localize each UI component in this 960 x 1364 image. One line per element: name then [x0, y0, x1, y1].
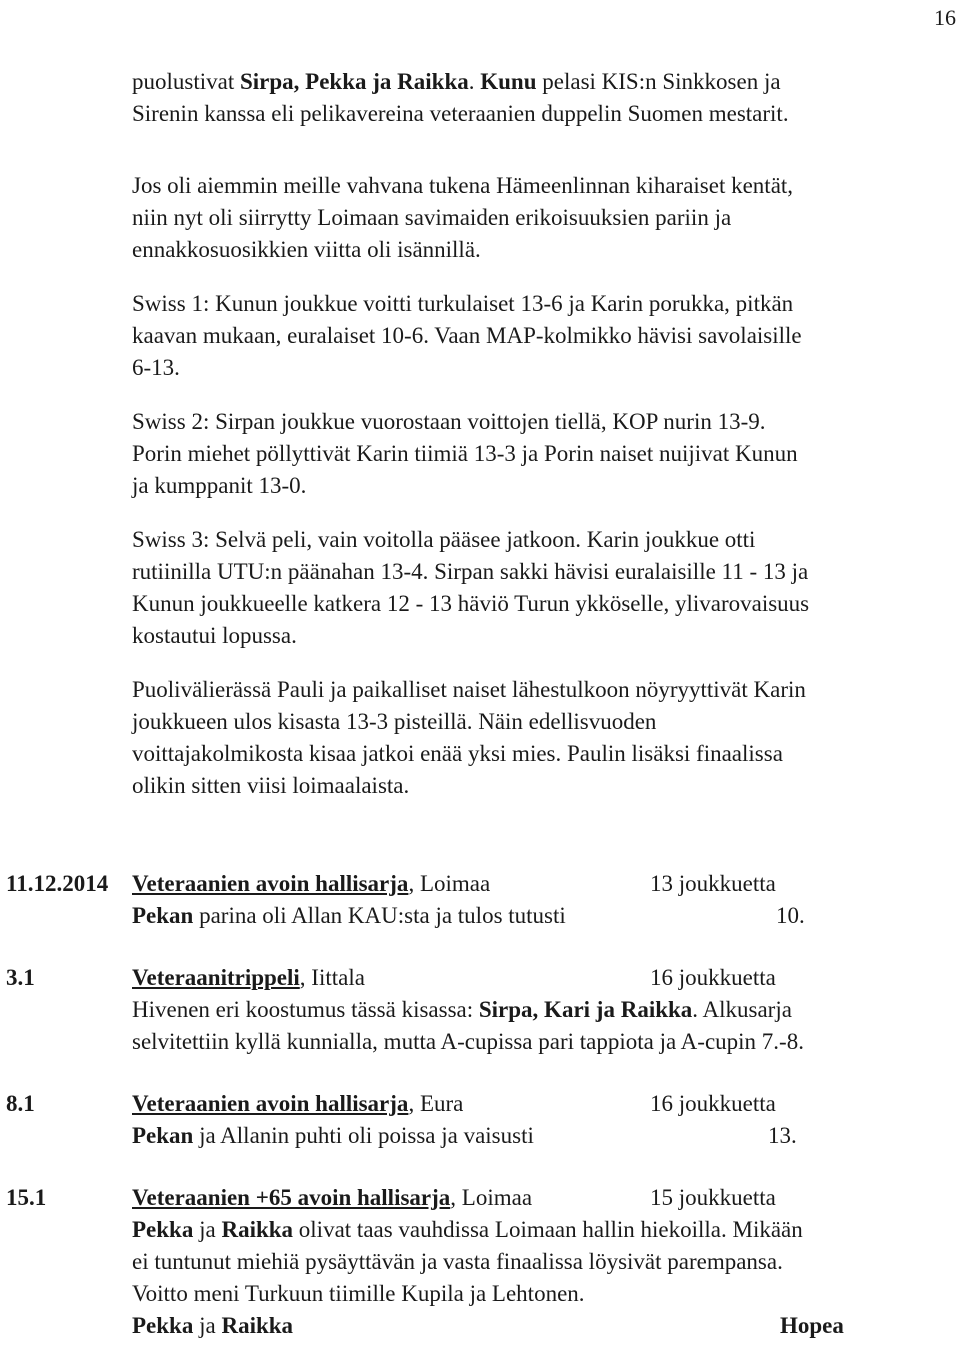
text-line: [132, 438, 952, 470]
text-line: [132, 620, 952, 652]
text-line: [132, 524, 952, 556]
text-line: [132, 234, 952, 266]
entry-date: 11.12.2014: [6, 871, 109, 896]
event-place: , Loimaa: [408, 871, 491, 896]
text-run: Swiss 1: Kunun joukkue voitti turkulaiset 13-6 ja Karin porukka, pitkän: [132, 291, 794, 316]
text-line: [132, 556, 952, 588]
text-run: Sirenin kanssa eli pelikavereina veteraanien duppelin Suomen mestarit.: [132, 101, 789, 126]
event-place: , Loimaa: [450, 1185, 533, 1210]
paragraph: [132, 170, 952, 266]
text-line: [132, 738, 952, 770]
paragraph: [132, 288, 952, 384]
text-run: rutiinilla UTU:n päänahan 13-4. Sirpan sakki hävisi euralaisille 11 - 13 ja: [132, 559, 809, 584]
team-count: 16 joukkuetta: [650, 965, 776, 990]
bold-text: Pekan: [132, 1123, 194, 1148]
text-line: [132, 66, 952, 98]
bold-text: Raikka: [221, 1217, 294, 1242]
result-placement: Hopea: [780, 1313, 844, 1338]
text-run: Puolivälierässä Pauli ja paikalliset naiset lähestulkoon nöyryyttivät Karin: [132, 677, 806, 702]
result-entry: [0, 868, 960, 932]
entry-line: [132, 994, 960, 1026]
text-run: ja kumppanit 13-0.: [132, 473, 307, 498]
event-name: Veteraanien +65 avoin hallisarja: [132, 1185, 451, 1210]
text-run: .: [468, 69, 481, 94]
text-run: . Alkusarja: [692, 997, 792, 1022]
result-entry: [0, 1088, 960, 1152]
text-line: [132, 706, 952, 738]
text-run: olikin sitten viisi loimaalaista.: [132, 773, 410, 798]
text-run: Swiss 3: Selvä peli, vain voitolla pääsee jatkoon. Karin joukkue otti: [132, 527, 756, 552]
text-run: ennakkosuosikkien viitta oli isännillä.: [132, 237, 481, 262]
text-run: Voitto meni Turkuun tiimille Kupila ja Lehtonen.: [132, 1281, 585, 1306]
entry-line: [132, 1278, 960, 1310]
text-run: voittajakolmikosta kisaa jatkoi enää yksi mies. Paulin lisäksi finaalissa: [132, 741, 783, 766]
paragraph: [132, 406, 952, 502]
paragraph: [132, 524, 952, 652]
entry-header: [132, 1182, 960, 1214]
text-run: pelasi KIS:n Sinkkosen ja: [536, 69, 781, 94]
text-run: kaavan mukaan, euralaiset 10-6. Vaan MAP-kolmikko hävisi savolaisille: [132, 323, 802, 348]
entry-header: [132, 1088, 960, 1120]
text-line: [132, 288, 952, 320]
text-run: kostautui lopussa.: [132, 623, 297, 648]
text-run: ja: [193, 1313, 222, 1338]
entry-header: [132, 962, 960, 994]
result-placement: 13.: [768, 1123, 797, 1148]
entry-header: [132, 868, 960, 900]
text-line: [132, 588, 952, 620]
team-count: 15 joukkuetta: [650, 1185, 776, 1210]
text-line: [132, 202, 952, 234]
entry-line: [132, 1246, 960, 1278]
text-run: olivat taas vauhdissa Loimaan hallin hiekoilla. Mikään: [293, 1217, 803, 1242]
bold-text: Raikka: [221, 1313, 294, 1338]
event-place: , Eura: [408, 1091, 464, 1116]
entry-date: 8.1: [6, 1091, 35, 1116]
entry-date: 3.1: [6, 965, 35, 990]
entry-date: 15.1: [6, 1185, 47, 1210]
text-run: puolustivat: [132, 69, 240, 94]
text-line: [132, 320, 952, 352]
entry-line: [132, 1026, 960, 1058]
bold-text: Kunu: [480, 69, 537, 94]
event-name: Veteraanien avoin hallisarja: [132, 871, 409, 896]
text-run: Porin miehet pöllyttivät Karin tiimiä 13-3 ja Porin naiset nuijivat Kunun: [132, 441, 798, 466]
text-run: Swiss 2: Sirpan joukkue vuorostaan voittojen tiellä, KOP nurin 13-9.: [132, 409, 766, 434]
text-run: selvitettiin kyllä kunnialla, mutta A-cupissa pari tappiota ja A-cupin 7.-8.: [132, 1029, 804, 1054]
event-name: Veteraanien avoin hallisarja: [132, 1091, 409, 1116]
text-line: [132, 352, 952, 384]
bold-text: Pekka: [132, 1313, 194, 1338]
text-run: joukkueen ulos kisasta 13-3 pisteillä. Näin edellisvuoden: [132, 709, 657, 734]
bold-text: Sirpa, Pekka ja Raikka: [239, 69, 469, 94]
text-run: ei tuntunut miehiä pysäyttävän ja vasta finaalissa löysivät parempansa.: [132, 1249, 783, 1274]
bold-text: Sirpa, Kari ja Raikka: [478, 997, 693, 1022]
text-line: [132, 470, 952, 502]
entry-line: [132, 1214, 960, 1246]
text-run: ja Allanin puhti oli poissa ja vaisusti: [193, 1123, 534, 1148]
text-line: [132, 674, 952, 706]
entry-line: [132, 1120, 960, 1152]
event-place: , Iittala: [299, 965, 365, 990]
page-number: 16: [934, 5, 956, 30]
body-text: [132, 66, 952, 842]
text-run: ja: [193, 1217, 222, 1242]
result-placement: 10.: [776, 903, 805, 928]
text-run: niin nyt oli siirrytty Loimaan savimaiden erikoisuuksien pariin ja: [132, 205, 732, 230]
text-run: Hivenen eri koostumus tässä kisassa:: [132, 997, 479, 1022]
entry-line: [132, 900, 960, 932]
entry-line: [132, 1310, 960, 1342]
text-line: [132, 406, 952, 438]
team-count: 16 joukkuetta: [650, 1091, 776, 1116]
event-name: Veteraanitrippeli: [132, 965, 300, 990]
team-count: 13 joukkuetta: [650, 871, 776, 896]
paragraph: [132, 66, 952, 130]
bold-text: Pekan: [132, 903, 194, 928]
text-run: Kunun joukkueelle katkera 12 - 13 häviö Turun ykköselle, ylivarovaisuus: [132, 591, 810, 616]
result-entry: [0, 962, 960, 1058]
text-run: 6-13.: [132, 355, 180, 380]
bold-text: Pekka: [132, 1217, 194, 1242]
results-list: [0, 868, 960, 1364]
text-line: [132, 98, 952, 130]
text-line: [132, 770, 952, 802]
text-run: Jos oli aiemmin meille vahvana tukena Hämeenlinnan kiharaiset kentät,: [132, 173, 794, 198]
result-entry: [0, 1182, 960, 1342]
text-line: [132, 170, 952, 202]
text-run: parina oli Allan KAU:sta ja tulos tutusti: [193, 903, 566, 928]
paragraph: [132, 674, 952, 802]
